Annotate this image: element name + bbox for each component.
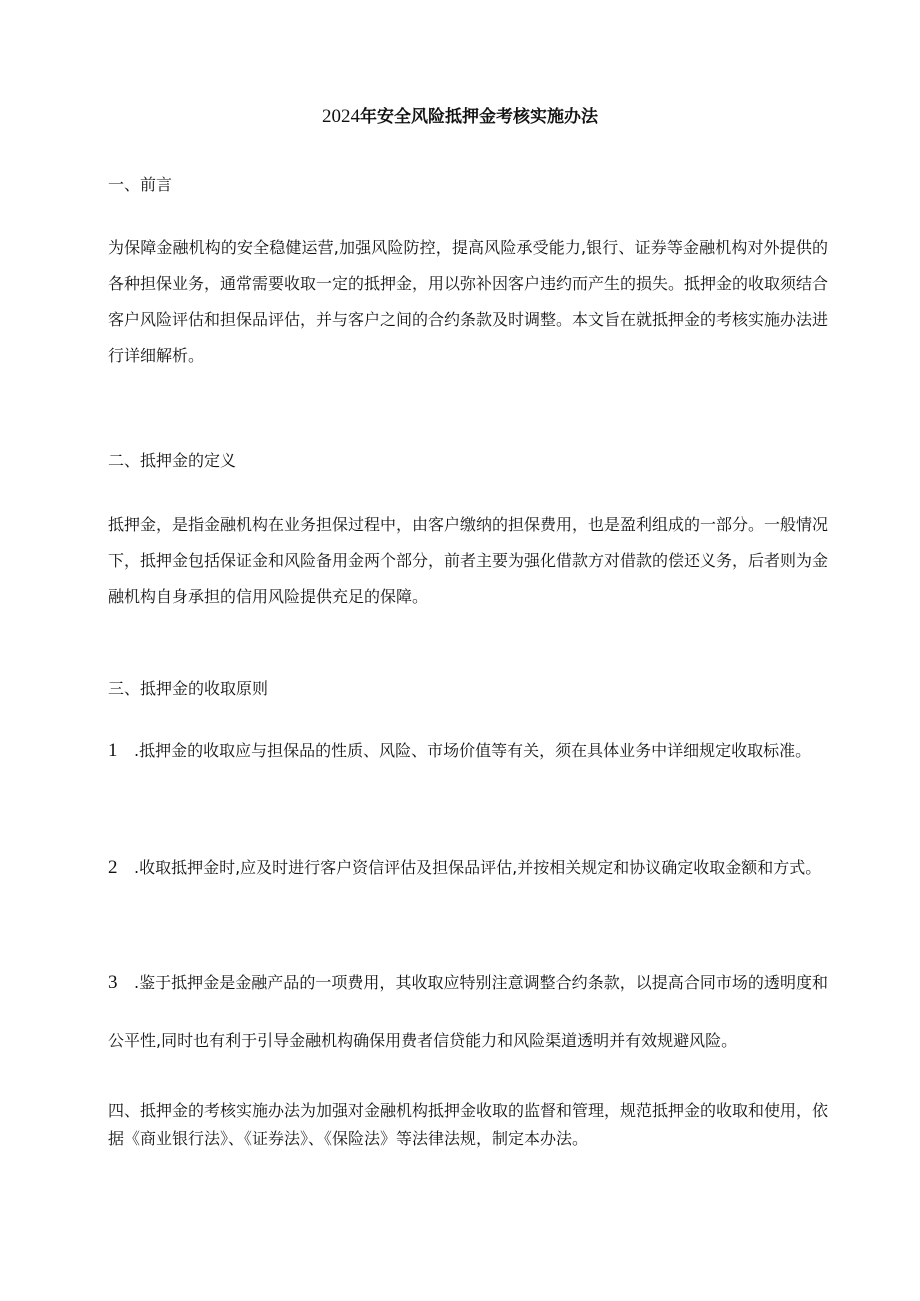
- principle-number: 1: [108, 740, 118, 761]
- principle-item-3: [108, 954, 828, 1070]
- section-heading-definition: 二、抵押金的定义: [108, 451, 237, 470]
- paragraph-preface: 为保障金融机构的安全稳健运营,加强风险防控，提高风险承受能力,银行、证券等金融机构对外提供的各种担保业务，通常需要收取一定的抵押金，用以弥补因客户违约而产生的损失。抵押金的收取须结合客户风险评估和担保品评估，并与客户之间的合约条款及时调整。本文旨在就抵押金的考核实施办法进行详细解析。: [108, 238, 829, 365]
- paragraph-definition: 抵押金，是指金融机构在业务担保过程中，由客户缴纳的担保费用，也是盈利组成的一部分。一般情况下，抵押金包括保证金和风险备用金两个部分，前者主要为强化借款方对借款的偿还义务，后者则为金融机构自身承担的信用风险提供充足的保障。: [108, 515, 829, 606]
- principle-item-1: [108, 722, 828, 780]
- section-heading-principles: 三、抵押金的收取原则: [108, 679, 269, 698]
- paragraph-assessment: 四、抵押金的考核实施办法为加强对金融机构抵押金收取的监督和管理，规范抵押金的收取和使用，依据《商业银行法》、《证券法》、《保险法》等法律法规，制定本办法。: [108, 1101, 829, 1148]
- principle-text: .抵押金的收取应与担保品的性质、风险、市场价值等有关，须在具体业务中详细规定收取标准。: [134, 741, 812, 760]
- section-heading-preface: 一、前言: [108, 175, 173, 194]
- principle-number: 3: [108, 972, 118, 993]
- principle-item-2: [108, 839, 828, 897]
- principle-text: .鉴于抵押金是金融产品的一项费用，其收取应特别注意调整合约条款，以提高合同市场的透明度和公平性,同时也有利于引导金融机构确保用费者信贷能力和风险渠道透明并有效规避风险。: [108, 973, 828, 1050]
- title-text: 年安全风险抵押金考核实施办法: [360, 107, 598, 127]
- principle-number: 2: [108, 857, 118, 878]
- title-year: 2024: [322, 106, 360, 127]
- document-title: [0, 104, 920, 130]
- principle-text: .收取抵押金时,应及时进行客户资信评估及担保品评估,并按相关规定和协议确定收取金额和方式。: [134, 858, 822, 877]
